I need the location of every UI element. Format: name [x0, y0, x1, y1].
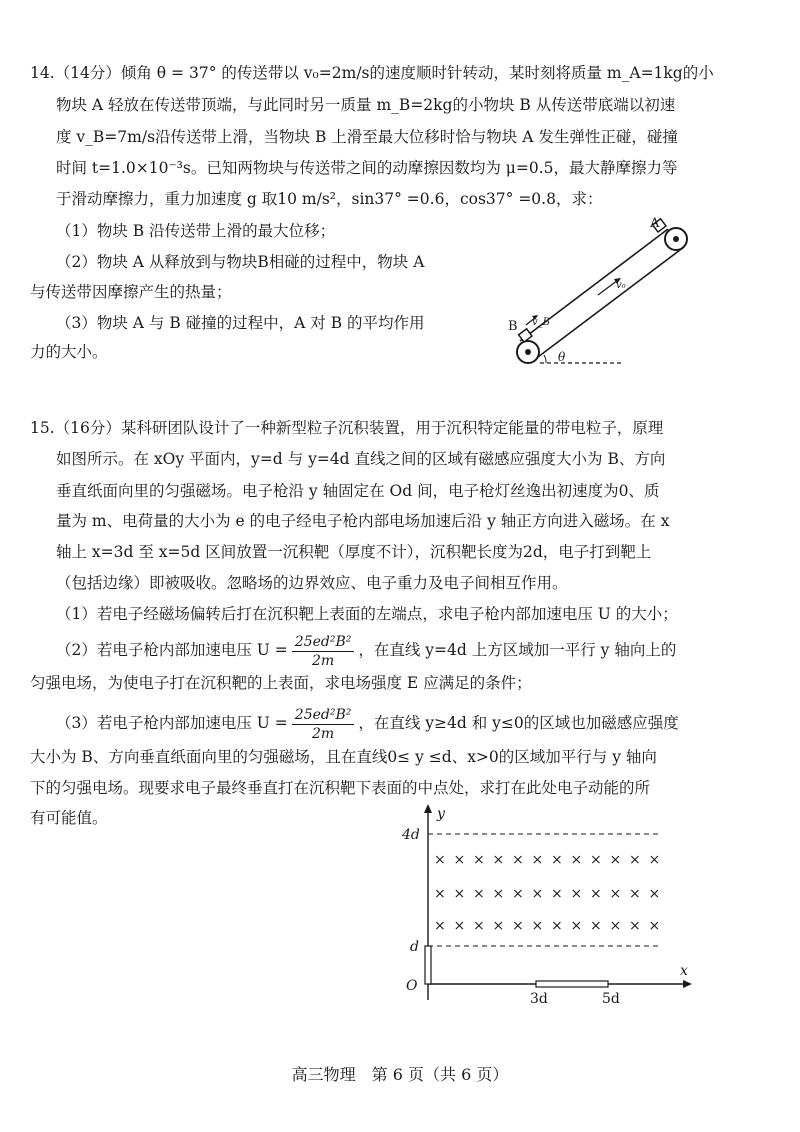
field-cross: ×	[551, 852, 563, 868]
v0-arrow	[598, 280, 618, 295]
belt-lower-line	[534, 247, 684, 360]
x-axis-label: x	[680, 963, 688, 979]
angle-arc	[544, 355, 546, 363]
q14-line-5: 于滑动摩擦力，重力加速度 g 取10 m/s²，sin37° =0.6，cos37° =0.8，求：	[56, 190, 603, 208]
q15-line-4: 量为 m、电荷量的大小为 e 的电子经电子枪内部电场加速后沿 y 轴正方向进入磁场。在 x	[56, 512, 670, 530]
field-cross: ×	[434, 918, 446, 934]
bottom-pulley-axle	[525, 349, 531, 355]
field-cross: ×	[609, 852, 622, 868]
q14-sub-3a: （3）物块 A 与 B 碰撞的过程中，A 对 B 的平均作用	[56, 314, 425, 332]
y-axis-label: y	[437, 806, 445, 822]
page-footer: 高三物理 第 6 页（共 6 页）	[291, 1065, 509, 1084]
field-cross: ×	[648, 886, 661, 902]
q15-sub-1: （1）若电子经磁场偏转后打在沉积靶上表面的左端点，求电子枪内部加速电压 U 的大小；	[56, 605, 678, 623]
fraction-numerator: 25ed²B²	[292, 706, 355, 725]
field-cross: ×	[570, 918, 583, 934]
q15-sub-3-line-3: 下的匀强电场。现要求电子最终垂直打在沉积靶下表面的中点处，求打在此处电子动能的所	[30, 779, 651, 797]
label-5d: 5d	[602, 991, 620, 1007]
q14-sub-2b: 与传送带因摩擦产生的热量；	[30, 283, 232, 301]
q15-sub-3-post: ，在直线 y≥4d 和 y≤0的区域也加磁感应强度	[358, 714, 679, 732]
field-cross: ×	[512, 852, 524, 868]
field-cross: ×	[453, 852, 466, 868]
field-cross: ×	[590, 918, 602, 934]
field-cross: ×	[570, 852, 583, 868]
q15-sub-3-pre: （3）若电子枪内部加速电压 U =	[56, 714, 288, 732]
field-cross: ×	[609, 918, 622, 934]
field-cross: ×	[629, 886, 641, 902]
electron-gun	[425, 946, 431, 984]
q15-line-6: （包括边缘）即被吸收。忽略场的边界效应、电子重力及电子间相互作用。	[56, 574, 568, 592]
q15-line-2: 如图所示。在 xOy 平面内，y=d 与 y=4d 直线之间的区域有磁感应强度大小为 B、方向	[56, 450, 666, 468]
field-diagram	[390, 800, 710, 1030]
y-axis-arrow	[424, 804, 432, 813]
field-cross: ×	[648, 852, 661, 868]
top-pulley-axle	[673, 236, 679, 242]
q15-line-1: 15.（16分）某科研团队设计了一种新型粒子沉积装置，用于沉积特定能量的带电粒子，原理	[30, 419, 664, 437]
field-cross: ×	[648, 918, 661, 934]
label-b: B	[508, 319, 518, 334]
label-4d: 4d	[402, 827, 420, 843]
q14-sub-3b: 力的大小。	[30, 343, 108, 361]
field-cross: ×	[570, 886, 583, 902]
magnetic-field-crosses	[434, 852, 660, 934]
field-cross: ×	[531, 886, 544, 902]
q15-sub-2-pre: （2）若电子枪内部加速电压 U =	[56, 641, 288, 659]
q14-line-3: 度 v_B=7m/s沿传送带上滑，当物块 B 上滑至最大位移时恰与物块 A 发生弹性正碰，碰撞	[56, 128, 678, 146]
q15-sub-3	[56, 703, 679, 743]
field-cross: ×	[551, 886, 563, 902]
field-cross: ×	[473, 886, 485, 902]
q15-line-5: 轴上 x=3d 至 x=5d 区间放置一沉积靶（厚度不计），沉积靶长度为2d，电子打到靶上	[56, 543, 652, 561]
conveyor-figure	[490, 215, 710, 375]
label-theta: θ	[558, 350, 566, 364]
field-cross: ×	[473, 852, 485, 868]
fraction-denominator: 2m	[311, 652, 335, 669]
label-v0: v₀	[616, 280, 626, 291]
q15-sub-3-line-4: 有可能值。	[30, 809, 108, 827]
q15-sub-2-line-2: 匀强电场，为使电子打在沉积靶的上表面，求电场强度 E 应满足的条件；	[30, 674, 532, 692]
label-vb: v_B	[532, 317, 550, 328]
field-cross: ×	[531, 918, 544, 934]
field-cross: ×	[609, 886, 622, 902]
field-cross: ×	[512, 886, 524, 902]
q15-sub-3-line-2: 大小为 B、方向垂直纸面向里的匀强磁场，且在直线0≤ y ≤d、x>0的区域加平行与 y 轴向	[30, 748, 657, 766]
field-cross: ×	[512, 918, 524, 934]
field-cross: ×	[590, 852, 602, 868]
label-3d: 3d	[530, 991, 548, 1007]
field-cross: ×	[453, 886, 466, 902]
voltage-fraction-3	[292, 706, 355, 743]
deposition-target	[536, 981, 608, 987]
field-cross: ×	[531, 852, 544, 868]
field-cross: ×	[492, 886, 505, 902]
field-cross: ×	[434, 852, 446, 868]
label-a: A	[650, 216, 660, 231]
field-cross: ×	[629, 918, 641, 934]
q15-sub-2	[56, 630, 676, 670]
q15-sub-2-post: ，在直线 y=4d 上方区域加一平行 y 轴向上的	[358, 641, 677, 659]
label-origin: O	[406, 978, 418, 994]
q15-line-3: 垂直纸面向里的匀强磁场。电子枪沿 y 轴固定在 Od 间，电子枪灯丝逸出初速度为0、质	[56, 482, 660, 500]
q14-line-2: 物块 A 轻放在传送带顶端，与此同时另一质量 m_B=2kg的小物块 B 从传送带底端以初速	[56, 96, 676, 114]
field-cross: ×	[453, 918, 466, 934]
field-cross: ×	[492, 918, 505, 934]
field-cross: ×	[590, 886, 602, 902]
x-axis-arrow	[683, 980, 692, 988]
field-cross: ×	[473, 918, 485, 934]
field-cross: ×	[434, 886, 446, 902]
fraction-denominator: 2m	[311, 725, 335, 742]
q14-line-4: 时间 t=1.0×10⁻³s。已知两物块与传送带之间的动摩擦因数均为 μ=0.5，最大静摩擦力等	[56, 159, 678, 177]
field-cross: ×	[551, 918, 563, 934]
label-d: d	[410, 939, 419, 955]
q14-line-1: 14.（14分）倾角 θ = 37° 的传送带以 v₀=2m/s的速度顺时针转动，某时刻将质量 m_A=1kg的小	[30, 64, 714, 82]
q14-sub-2a: （2）物块 A 从释放到与物块B相碰的过程中，物块 A	[56, 253, 425, 271]
fraction-numerator: 25ed²B²	[292, 633, 355, 652]
field-cross: ×	[629, 852, 641, 868]
voltage-fraction-2	[292, 633, 355, 670]
field-cross: ×	[492, 852, 505, 868]
q14-sub-1: （1）物块 B 沿传送带上滑的最大位移；	[56, 222, 336, 240]
